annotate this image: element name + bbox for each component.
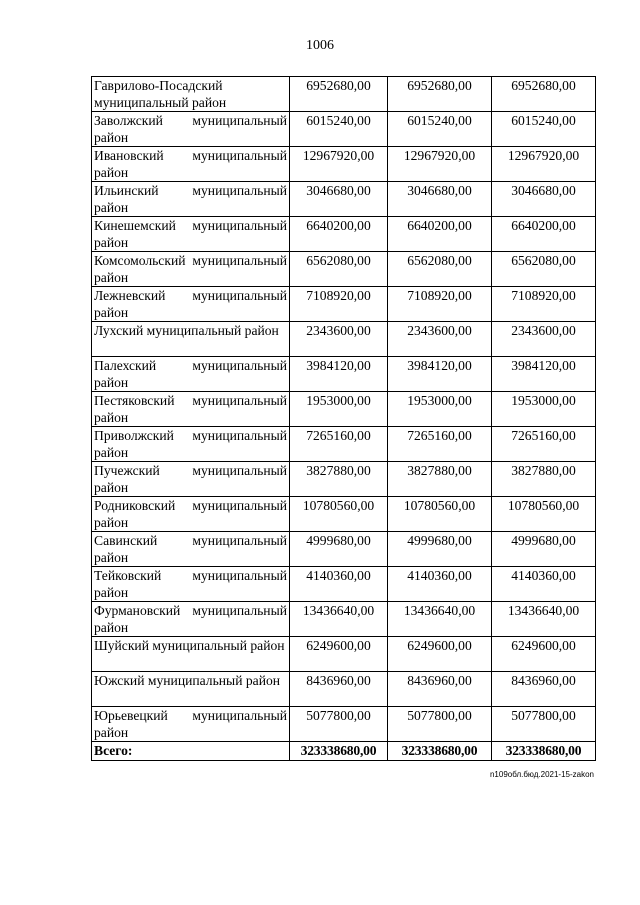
district-name: Пестяковский муниципальный район [92,392,290,427]
amount-col-1: 3046680,00 [290,182,388,217]
amount-col-3: 3827880,00 [492,462,596,497]
amount-col-2: 6640200,00 [388,217,492,252]
amount-col-2: 1953000,00 [388,392,492,427]
amount-col-3: 1953000,00 [492,392,596,427]
amount-col-1: 5077800,00 [290,707,388,742]
district-name: Заволжский муниципальный район [92,112,290,147]
district-name: Комсомольский муниципальный район [92,252,290,287]
amount-col-2: 13436640,00 [388,602,492,637]
table-row [92,182,596,217]
amount-col-1: 4999680,00 [290,532,388,567]
amount-col-3: 6249600,00 [492,637,596,672]
district-name: Тейковский муниципальный район [92,567,290,602]
total-col-2: 323338680,00 [388,742,492,761]
district-name: Гаврилово-Посадский муниципальный район [92,77,290,112]
amount-col-3: 6015240,00 [492,112,596,147]
amount-col-1: 2343600,00 [290,322,388,357]
table-body [92,77,596,761]
amount-col-3: 7108920,00 [492,287,596,322]
amount-col-3: 6562080,00 [492,252,596,287]
district-name: Ильинский муниципальный район [92,182,290,217]
district-name: Юрьевецкий муниципальный район [92,707,290,742]
table-row [92,147,596,182]
district-name: Палехский муниципальный район [92,357,290,392]
amount-col-3: 6640200,00 [492,217,596,252]
amount-col-3: 10780560,00 [492,497,596,532]
table-row [92,287,596,322]
table-row [92,637,596,672]
amount-col-2: 6562080,00 [388,252,492,287]
table-row [92,707,596,742]
district-name: Шуйский муниципальный район [92,637,290,672]
table-row [92,77,596,112]
amount-col-2: 6952680,00 [388,77,492,112]
total-label: Всего: [92,742,290,761]
amount-col-1: 7265160,00 [290,427,388,462]
amount-col-1: 4140360,00 [290,567,388,602]
amount-col-1: 6952680,00 [290,77,388,112]
amount-col-2: 8436960,00 [388,672,492,707]
budget-table [91,76,596,761]
table-row [92,427,596,462]
amount-col-2: 3984120,00 [388,357,492,392]
amount-col-3: 4999680,00 [492,532,596,567]
district-name: Приволжский муниципальный район [92,427,290,462]
table-row [92,322,596,357]
document-code-footnote: n109обл.бюд.2021-15-zakon [489,770,594,779]
amount-col-3: 8436960,00 [492,672,596,707]
amount-col-3: 7265160,00 [492,427,596,462]
district-name: Ивановский муниципальный район [92,147,290,182]
district-name: Фурмановский муниципальный район [92,602,290,637]
amount-col-2: 2343600,00 [388,322,492,357]
table-row [92,462,596,497]
district-name: Родниковский муниципальный район [92,497,290,532]
amount-col-2: 4140360,00 [388,567,492,602]
amount-col-3: 13436640,00 [492,602,596,637]
amount-col-1: 12967920,00 [290,147,388,182]
table-row [92,392,596,427]
amount-col-2: 7265160,00 [388,427,492,462]
amount-col-1: 7108920,00 [290,287,388,322]
table-row [92,217,596,252]
district-name: Южский муниципальный район [92,672,290,707]
district-name: Кинешемский муниципальный район [92,217,290,252]
amount-col-1: 6015240,00 [290,112,388,147]
amount-col-2: 6249600,00 [388,637,492,672]
district-name: Лухский муниципальный район [92,322,290,357]
table-row [92,497,596,532]
total-row [92,742,596,761]
amount-col-2: 10780560,00 [388,497,492,532]
amount-col-2: 12967920,00 [388,147,492,182]
amount-col-1: 6640200,00 [290,217,388,252]
total-col-3: 323338680,00 [492,742,596,761]
amount-col-2: 3827880,00 [388,462,492,497]
table-row [92,357,596,392]
amount-col-1: 13436640,00 [290,602,388,637]
amount-col-1: 6562080,00 [290,252,388,287]
amount-col-3: 6952680,00 [492,77,596,112]
page-number: 1006 [306,38,334,53]
amount-col-2: 5077800,00 [388,707,492,742]
amount-col-2: 6015240,00 [388,112,492,147]
district-name: Лежневский муниципальный район [92,287,290,322]
amount-col-2: 3046680,00 [388,182,492,217]
amount-col-1: 10780560,00 [290,497,388,532]
amount-col-3: 4140360,00 [492,567,596,602]
table-row [92,112,596,147]
total-col-1: 323338680,00 [290,742,388,761]
amount-col-1: 8436960,00 [290,672,388,707]
amount-col-1: 3984120,00 [290,357,388,392]
amount-col-1: 1953000,00 [290,392,388,427]
district-name: Савинский муниципальный район [92,532,290,567]
amount-col-2: 4999680,00 [388,532,492,567]
amount-col-1: 3827880,00 [290,462,388,497]
table-row [92,567,596,602]
table-row [92,252,596,287]
amount-col-3: 3046680,00 [492,182,596,217]
amount-col-2: 7108920,00 [388,287,492,322]
amount-col-3: 2343600,00 [492,322,596,357]
table-row [92,602,596,637]
amount-col-3: 12967920,00 [492,147,596,182]
amount-col-3: 3984120,00 [492,357,596,392]
amount-col-3: 5077800,00 [492,707,596,742]
district-name: Пучежский муниципальный район [92,462,290,497]
table-row [92,532,596,567]
amount-col-1: 6249600,00 [290,637,388,672]
table-row [92,672,596,707]
